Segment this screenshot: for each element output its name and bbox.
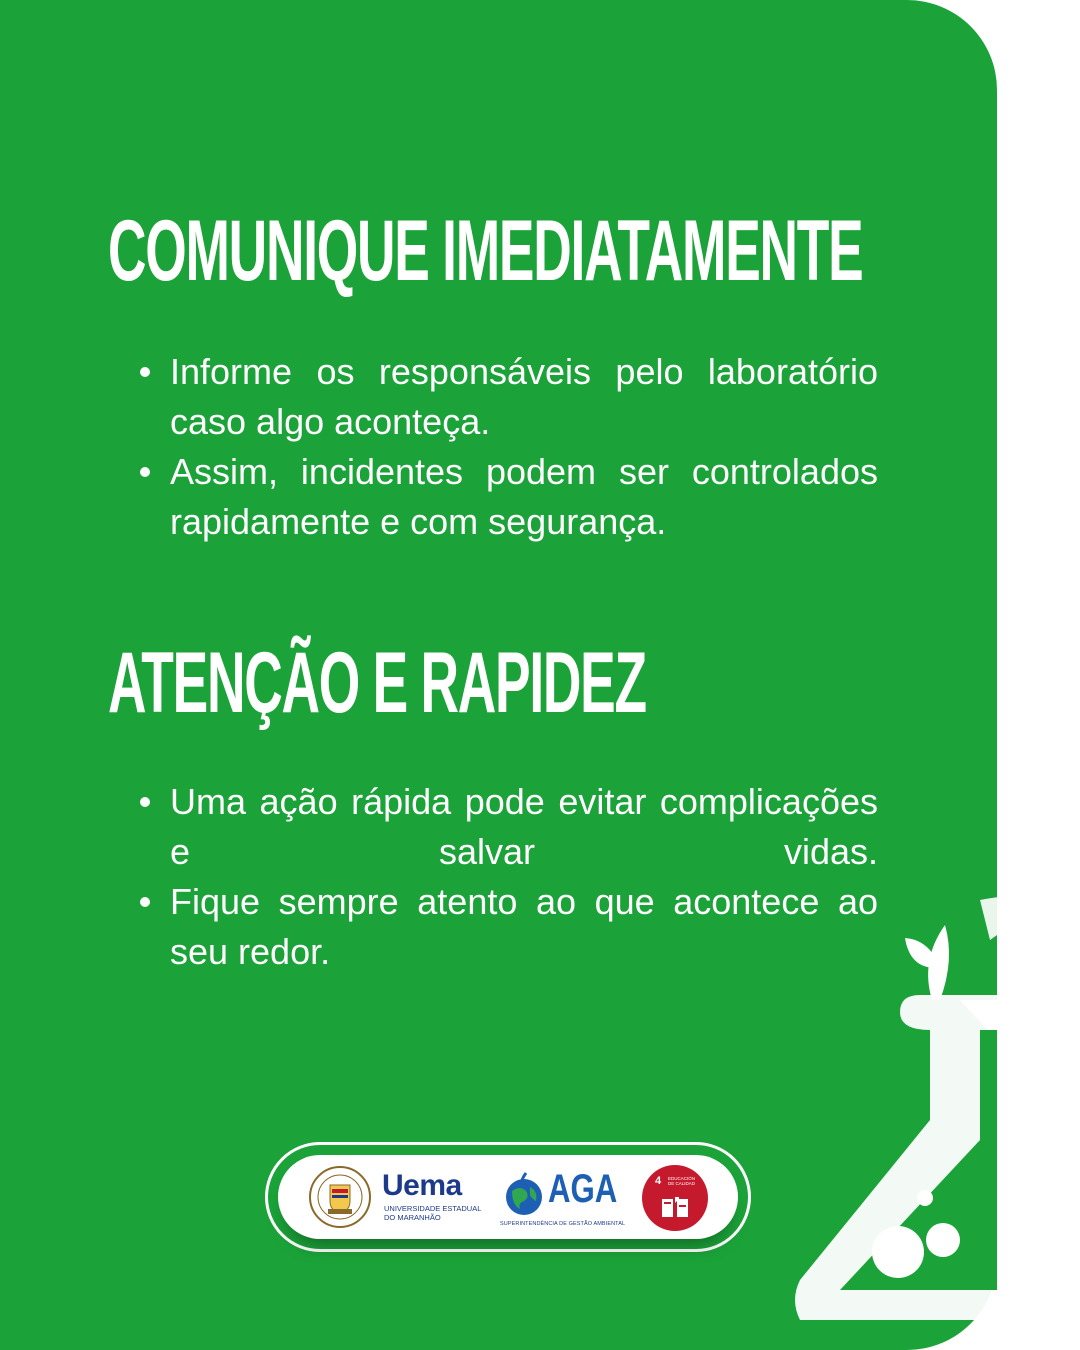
bullet-item: Informe os responsáveis pelo laboratório caso algo aconteça. [140,347,878,447]
heading-comunique: COMUNIQUE IMEDIATAMENTE [108,203,863,299]
book-icon [660,1195,690,1219]
uema-seal-icon [308,1165,372,1229]
flask-icon [780,880,1080,1320]
ods-4-icon [642,1165,708,1231]
bullet-list-comunique [140,347,878,547]
aga-logo-subtitle: SUPERINTENDÊNCIA DE GESTÃO AMBIENTAL [500,1221,626,1227]
bullet-list-atencao [140,777,878,977]
heading-atencao: ATENÇÃO E RAPIDEZ [108,635,646,731]
aga-globe-icon [500,1171,548,1217]
aga-logo-text: AGA [548,1167,618,1211]
bullet-item: Fique sempre atento ao que acontece ao seu redor. [140,877,878,977]
bullet-item: Assim, incidentes podem ser controlados rapidamente e com segurança. [140,447,878,547]
uema-logo-subtitle: UNIVERSIDADE ESTADUAL DO MARANHÃO [384,1204,482,1222]
partner-logos-strip [265,1142,751,1252]
bullet-item: Uma ação rápida pode evitar complicações e salvar vidas. [140,777,878,877]
partner-logos-card [278,1155,738,1239]
ods-number: 4 [655,1175,662,1187]
uema-logo-text: Uema [382,1169,462,1202]
ods-label: EDUCACIÓN DE CALIDAD [668,1176,696,1186]
